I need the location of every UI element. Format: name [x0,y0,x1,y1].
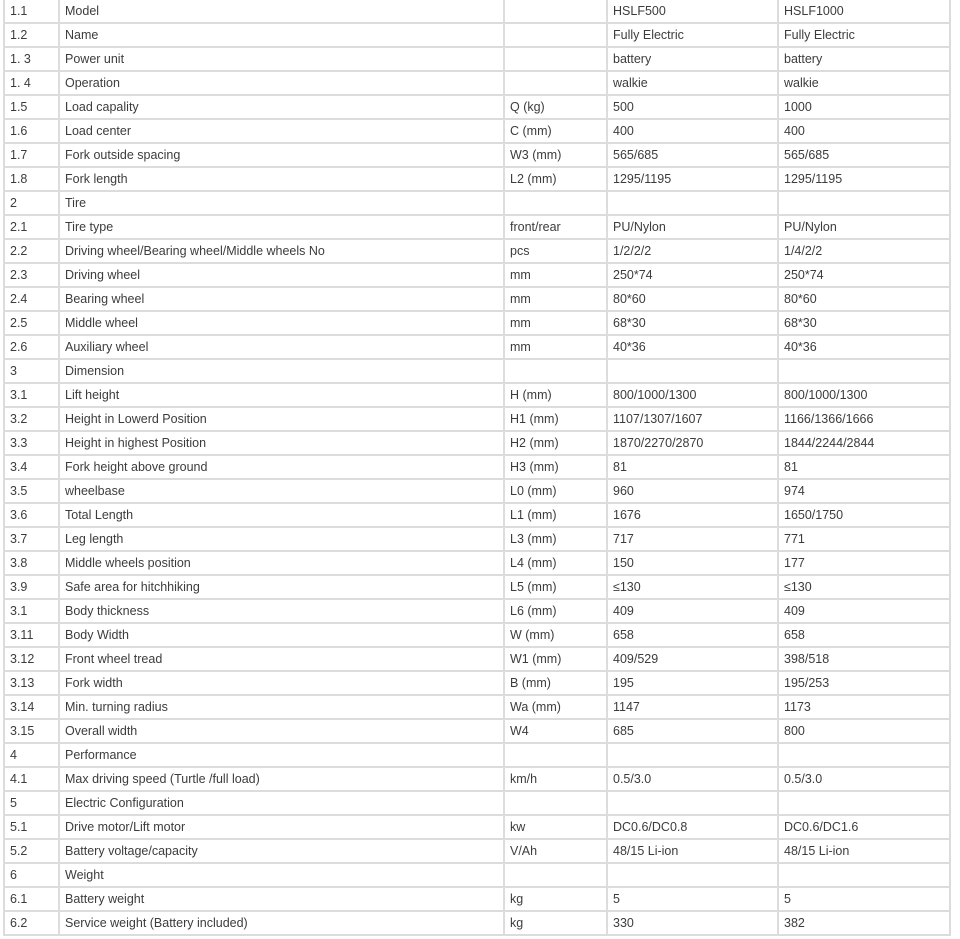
model-b-value-cell: 974 [778,479,950,503]
item-name-cell: Dimension [59,359,504,383]
model-a-value-cell: 1676 [607,503,778,527]
unit-cell: Wa (mm) [504,695,607,719]
row-number-cell: 1.8 [4,167,59,191]
item-name-cell: Body Width [59,623,504,647]
unit-cell [504,791,607,815]
item-name-cell: Body thickness [59,599,504,623]
model-a-value-cell: 658 [607,623,778,647]
model-a-value-cell: 80*60 [607,287,778,311]
item-name-cell: Battery weight [59,887,504,911]
row-number-cell: 3.14 [4,695,59,719]
model-a-value-cell: 717 [607,527,778,551]
model-b-value-cell: 400 [778,119,950,143]
model-b-value-cell: 398/518 [778,647,950,671]
row-number-cell: 3.8 [4,551,59,575]
model-b-value-cell: battery [778,47,950,71]
table-row [4,23,950,47]
model-b-value-cell: 1166/1366/1666 [778,407,950,431]
model-a-value-cell: 1/2/2/2 [607,239,778,263]
model-a-value-cell: 48/15 Li-ion [607,839,778,863]
row-number-cell: 1.7 [4,143,59,167]
row-number-cell: 2.3 [4,263,59,287]
unit-cell [504,23,607,47]
unit-cell: kg [504,887,607,911]
model-b-value-cell: 565/685 [778,143,950,167]
model-b-value-cell: 1844/2244/2844 [778,431,950,455]
model-a-value-cell: 0.5/3.0 [607,767,778,791]
unit-cell: L5 (mm) [504,575,607,599]
table-row [4,311,950,335]
table-row [4,407,950,431]
unit-cell: km/h [504,767,607,791]
item-name-cell: Max driving speed (Turtle /full load) [59,767,504,791]
unit-cell: pcs [504,239,607,263]
table-row [4,887,950,911]
row-number-cell: 5.1 [4,815,59,839]
row-number-cell: 3 [4,359,59,383]
table-row [4,647,950,671]
item-name-cell: Fork outside spacing [59,143,504,167]
model-b-value-cell: HSLF1000 [778,0,950,23]
row-number-cell: 2.1 [4,215,59,239]
row-number-cell: 2.4 [4,287,59,311]
unit-cell: L3 (mm) [504,527,607,551]
row-number-cell: 3.4 [4,455,59,479]
row-number-cell: 3.2 [4,407,59,431]
item-name-cell: Fork length [59,167,504,191]
model-a-value-cell [607,743,778,767]
unit-cell: mm [504,335,607,359]
item-name-cell: Bearing wheel [59,287,504,311]
model-a-value-cell: 500 [607,95,778,119]
item-name-cell: Load capality [59,95,504,119]
item-name-cell: Tire type [59,215,504,239]
table-row [4,623,950,647]
unit-cell: front/rear [504,215,607,239]
row-number-cell: 3.9 [4,575,59,599]
unit-cell [504,743,607,767]
item-name-cell: Overall width [59,719,504,743]
model-a-value-cell: HSLF500 [607,0,778,23]
unit-cell: L6 (mm) [504,599,607,623]
model-b-value-cell: 1/4/2/2 [778,239,950,263]
model-b-value-cell [778,791,950,815]
item-name-cell: Height in highest Position [59,431,504,455]
row-number-cell: 6.2 [4,911,59,935]
model-b-value-cell: 250*74 [778,263,950,287]
unit-cell: W1 (mm) [504,647,607,671]
item-name-cell: Drive motor/Lift motor [59,815,504,839]
unit-cell: Q (kg) [504,95,607,119]
table-row [4,263,950,287]
table-row [4,767,950,791]
model-a-value-cell: 1147 [607,695,778,719]
row-number-cell: 4.1 [4,767,59,791]
row-number-cell: 2.6 [4,335,59,359]
row-number-cell: 1.2 [4,23,59,47]
item-name-cell: Safe area for hitchhiking [59,575,504,599]
unit-cell [504,863,607,887]
unit-cell: L0 (mm) [504,479,607,503]
row-number-cell: 2.2 [4,239,59,263]
table-row [4,911,950,935]
unit-cell [504,0,607,23]
model-a-value-cell: 250*74 [607,263,778,287]
row-number-cell: 3.7 [4,527,59,551]
model-a-value-cell [607,359,778,383]
table-row [4,287,950,311]
model-b-value-cell: 48/15 Li-ion [778,839,950,863]
model-b-value-cell: 382 [778,911,950,935]
table-row [4,431,950,455]
table-row [4,215,950,239]
unit-cell: L4 (mm) [504,551,607,575]
item-name-cell: Middle wheels position [59,551,504,575]
unit-cell: mm [504,263,607,287]
item-name-cell: Leg length [59,527,504,551]
model-a-value-cell: 685 [607,719,778,743]
model-a-value-cell: 800/1000/1300 [607,383,778,407]
row-number-cell: 3.5 [4,479,59,503]
item-name-cell: Fork width [59,671,504,695]
table-row [4,239,950,263]
model-b-value-cell: 1000 [778,95,950,119]
table-row [4,839,950,863]
unit-cell: H (mm) [504,383,607,407]
row-number-cell: 3.1 [4,599,59,623]
item-name-cell: Battery voltage/capacity [59,839,504,863]
table-row [4,0,950,23]
model-b-value-cell: 0.5/3.0 [778,767,950,791]
unit-cell: mm [504,311,607,335]
unit-cell: V/Ah [504,839,607,863]
model-a-value-cell: walkie [607,71,778,95]
item-name-cell: Lift height [59,383,504,407]
item-name-cell: Min. turning radius [59,695,504,719]
model-a-value-cell: 150 [607,551,778,575]
item-name-cell: Operation [59,71,504,95]
unit-cell: kg [504,911,607,935]
unit-cell: H3 (mm) [504,455,607,479]
row-number-cell: 1. 4 [4,71,59,95]
unit-cell: H2 (mm) [504,431,607,455]
model-b-value-cell: 81 [778,455,950,479]
section-header-row [4,791,950,815]
model-a-value-cell: Fully Electric [607,23,778,47]
model-a-value-cell: ≤130 [607,575,778,599]
spec-table [3,0,951,936]
table-row [4,95,950,119]
row-number-cell: 3.15 [4,719,59,743]
table-row [4,383,950,407]
unit-cell: W (mm) [504,623,607,647]
row-number-cell: 3.11 [4,623,59,647]
item-name-cell: Weight [59,863,504,887]
unit-cell: kw [504,815,607,839]
model-b-value-cell [778,863,950,887]
model-a-value-cell: DC0.6/DC0.8 [607,815,778,839]
row-number-cell: 3.12 [4,647,59,671]
item-name-cell: Fork height above ground [59,455,504,479]
model-b-value-cell: 771 [778,527,950,551]
unit-cell: W4 [504,719,607,743]
row-number-cell: 6.1 [4,887,59,911]
model-a-value-cell: 400 [607,119,778,143]
item-name-cell: Electric Configuration [59,791,504,815]
model-b-value-cell: walkie [778,71,950,95]
item-name-cell: Tire [59,191,504,215]
item-name-cell: Total Length [59,503,504,527]
table-row [4,455,950,479]
model-a-value-cell: battery [607,47,778,71]
unit-cell [504,359,607,383]
item-name-cell: Driving wheel/Bearing wheel/Middle wheels No [59,239,504,263]
table-row [4,119,950,143]
model-b-value-cell: 1650/1750 [778,503,950,527]
model-b-value-cell: DC0.6/DC1.6 [778,815,950,839]
section-header-row [4,191,950,215]
model-a-value-cell: 40*36 [607,335,778,359]
table-row [4,719,950,743]
model-a-value-cell: 409/529 [607,647,778,671]
row-number-cell: 5 [4,791,59,815]
table-row [4,479,950,503]
table-row [4,815,950,839]
row-number-cell: 3.1 [4,383,59,407]
item-name-cell: Load center [59,119,504,143]
model-b-value-cell: 658 [778,623,950,647]
section-header-row [4,359,950,383]
section-header-row [4,863,950,887]
table-row [4,503,950,527]
unit-cell: W3 (mm) [504,143,607,167]
model-b-value-cell: 800/1000/1300 [778,383,950,407]
row-number-cell: 3.13 [4,671,59,695]
model-b-value-cell: 800 [778,719,950,743]
row-number-cell: 5.2 [4,839,59,863]
row-number-cell: 1.6 [4,119,59,143]
item-name-cell: Driving wheel [59,263,504,287]
table-row [4,671,950,695]
model-b-value-cell: PU/Nylon [778,215,950,239]
item-name-cell: Name [59,23,504,47]
table-row [4,551,950,575]
row-number-cell: 1. 3 [4,47,59,71]
row-number-cell: 3.3 [4,431,59,455]
model-b-value-cell: 40*36 [778,335,950,359]
model-a-value-cell: PU/Nylon [607,215,778,239]
table-row [4,695,950,719]
unit-cell: mm [504,287,607,311]
table-row [4,47,950,71]
item-name-cell: Service weight (Battery included) [59,911,504,935]
model-a-value-cell: 409 [607,599,778,623]
unit-cell [504,191,607,215]
model-b-value-cell: 5 [778,887,950,911]
row-number-cell: 6 [4,863,59,887]
unit-cell: C (mm) [504,119,607,143]
unit-cell: B (mm) [504,671,607,695]
model-a-value-cell [607,191,778,215]
model-a-value-cell: 960 [607,479,778,503]
model-b-value-cell [778,191,950,215]
table-row [4,143,950,167]
item-name-cell: Height in Lowerd Position [59,407,504,431]
model-a-value-cell: 1295/1195 [607,167,778,191]
model-b-value-cell: 177 [778,551,950,575]
model-a-value-cell: 81 [607,455,778,479]
model-a-value-cell: 330 [607,911,778,935]
model-b-value-cell: 409 [778,599,950,623]
model-b-value-cell: 1173 [778,695,950,719]
row-number-cell: 4 [4,743,59,767]
item-name-cell: Model [59,0,504,23]
unit-cell [504,71,607,95]
unit-cell: L1 (mm) [504,503,607,527]
item-name-cell: Middle wheel [59,311,504,335]
unit-cell [504,47,607,71]
model-a-value-cell [607,863,778,887]
row-number-cell: 3.6 [4,503,59,527]
section-header-row [4,743,950,767]
model-a-value-cell: 1107/1307/1607 [607,407,778,431]
item-name-cell: Auxiliary wheel [59,335,504,359]
table-row [4,335,950,359]
model-a-value-cell: 1870/2270/2870 [607,431,778,455]
item-name-cell: wheelbase [59,479,504,503]
table-row [4,599,950,623]
model-b-value-cell [778,743,950,767]
model-b-value-cell [778,359,950,383]
model-b-value-cell: 80*60 [778,287,950,311]
unit-cell: H1 (mm) [504,407,607,431]
spec-table-body [4,0,950,935]
table-row [4,527,950,551]
model-b-value-cell: 195/253 [778,671,950,695]
table-row [4,575,950,599]
model-b-value-cell: ≤130 [778,575,950,599]
table-row [4,167,950,191]
item-name-cell: Performance [59,743,504,767]
item-name-cell: Front wheel tread [59,647,504,671]
model-a-value-cell: 565/685 [607,143,778,167]
row-number-cell: 2.5 [4,311,59,335]
row-number-cell: 1.5 [4,95,59,119]
model-a-value-cell: 195 [607,671,778,695]
table-row [4,71,950,95]
model-b-value-cell: 1295/1195 [778,167,950,191]
model-a-value-cell [607,791,778,815]
item-name-cell: Power unit [59,47,504,71]
model-a-value-cell: 68*30 [607,311,778,335]
model-b-value-cell: Fully Electric [778,23,950,47]
model-b-value-cell: 68*30 [778,311,950,335]
unit-cell: L2 (mm) [504,167,607,191]
row-number-cell: 2 [4,191,59,215]
row-number-cell: 1.1 [4,0,59,23]
model-a-value-cell: 5 [607,887,778,911]
